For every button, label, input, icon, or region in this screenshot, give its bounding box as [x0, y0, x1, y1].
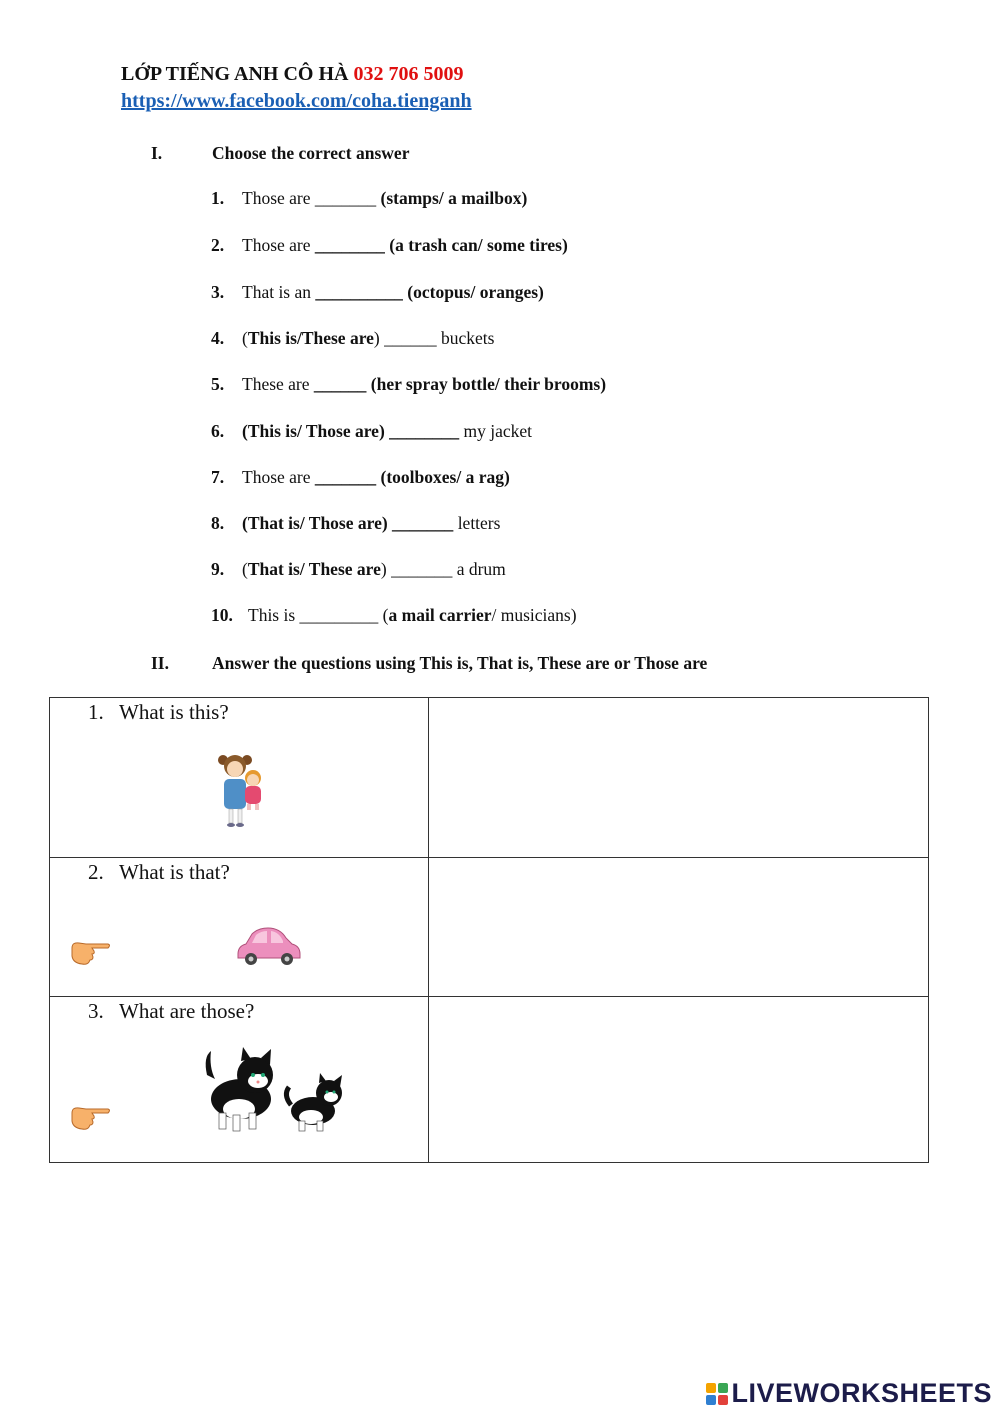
question-options: (That is/ Those are) _______ — [242, 513, 454, 533]
section-number: II. — [151, 653, 169, 673]
header — [121, 60, 472, 114]
question-5[interactable] — [211, 374, 606, 395]
section-number: I. — [151, 143, 163, 163]
question-text: This is _________ ( — [248, 605, 389, 625]
question-number: 2. — [211, 235, 225, 255]
girl-with-doll-image — [205, 750, 275, 832]
brand-name: LIVEWORKSHEETS — [731, 1378, 992, 1408]
answer-cell[interactable] — [429, 858, 929, 997]
prompt-number: 1. — [88, 700, 104, 724]
question-cell — [50, 858, 429, 997]
table-row — [50, 698, 929, 858]
question-7[interactable] — [211, 467, 510, 488]
question-options: That is/ These are — [247, 559, 381, 579]
pink-car-image — [234, 926, 302, 968]
question-options: This is/These are — [247, 328, 374, 348]
question-1[interactable] — [211, 188, 527, 209]
question-text: Those are — [242, 235, 315, 255]
class-name: LỚP TIẾNG ANH CÔ HÀ — [121, 63, 349, 85]
answer-cell[interactable] — [429, 997, 929, 1163]
question-3[interactable] — [211, 282, 544, 303]
answer-cell[interactable] — [429, 698, 929, 858]
question-text: Those are — [242, 467, 315, 487]
prompt-number: 2. — [88, 860, 104, 884]
section-2-heading — [151, 653, 707, 674]
question-cell — [50, 997, 429, 1163]
liveworksheets-logo — [706, 1378, 992, 1409]
section-title: Choose the correct answer — [212, 143, 410, 163]
question-number: 8. — [211, 513, 225, 533]
question-tail: ) ______ buckets — [373, 328, 495, 348]
facebook-link[interactable]: https://www.facebook.com/coha.tienganh — [121, 90, 472, 112]
question-number: 4. — [211, 328, 225, 348]
question-number: 3. — [211, 282, 225, 302]
question-prompt — [88, 999, 254, 1024]
question-options: (stamps/ a mailbox) — [380, 188, 528, 208]
question-number: 1. — [211, 188, 225, 208]
question-tail: letters — [453, 513, 501, 533]
answer-input-3[interactable] — [433, 1001, 924, 1158]
question-6[interactable] — [211, 421, 532, 442]
prompt-text: What are those? — [119, 999, 255, 1023]
worksheet-title — [121, 60, 472, 88]
pointing-hand-icon — [70, 938, 112, 966]
question-options: _______ (toolboxes/ a rag) — [314, 467, 510, 487]
question-prompt — [88, 700, 229, 725]
question-text: These are — [242, 374, 314, 394]
question-cell — [50, 698, 429, 858]
question-prompt — [88, 860, 230, 885]
kittens-image — [203, 1047, 351, 1137]
question-number: 5. — [211, 374, 225, 394]
logo-mark-icon — [706, 1383, 728, 1405]
question-4[interactable] — [211, 328, 494, 349]
question-10[interactable] — [211, 605, 577, 626]
question-number: 6. — [211, 421, 225, 441]
question-options: (This is/ Those are) ________ — [242, 421, 460, 441]
question-text: ( — [242, 559, 248, 579]
question-options: ______ (her spray bottle/ their brooms) — [313, 374, 607, 394]
question-tail: ) _______ a drum — [380, 559, 506, 579]
answer-input-2[interactable] — [433, 862, 924, 992]
prompt-number: 3. — [88, 999, 104, 1023]
question-options: a mail carrier — [388, 605, 492, 625]
answer-input-1[interactable] — [433, 702, 924, 853]
table-row — [50, 858, 929, 997]
answer-table — [49, 697, 929, 1163]
question-text: That is an — [242, 282, 316, 302]
question-2[interactable] — [211, 235, 568, 256]
prompt-text: What is this? — [119, 700, 229, 724]
question-tail: / musicians) — [491, 605, 577, 625]
question-options: ________ (a trash can/ some tires) — [314, 235, 568, 255]
question-text: Those are _______ — [242, 188, 381, 208]
question-number: 10. — [211, 605, 233, 625]
prompt-text: What is that? — [119, 860, 230, 884]
question-tail: my jacket — [459, 421, 533, 441]
question-number: 9. — [211, 559, 225, 579]
pointing-hand-icon — [70, 1103, 112, 1131]
question-8[interactable] — [211, 513, 500, 534]
question-options: __________ (octopus/ oranges) — [315, 282, 544, 302]
question-9[interactable] — [211, 559, 506, 580]
phone-number: 032 706 5009 — [353, 63, 464, 85]
question-text: ( — [242, 328, 248, 348]
section-title: Answer the questions using This is, That is, These are or Those are — [212, 653, 708, 673]
section-1-heading — [151, 143, 409, 164]
table-row — [50, 997, 929, 1163]
question-number: 7. — [211, 467, 225, 487]
